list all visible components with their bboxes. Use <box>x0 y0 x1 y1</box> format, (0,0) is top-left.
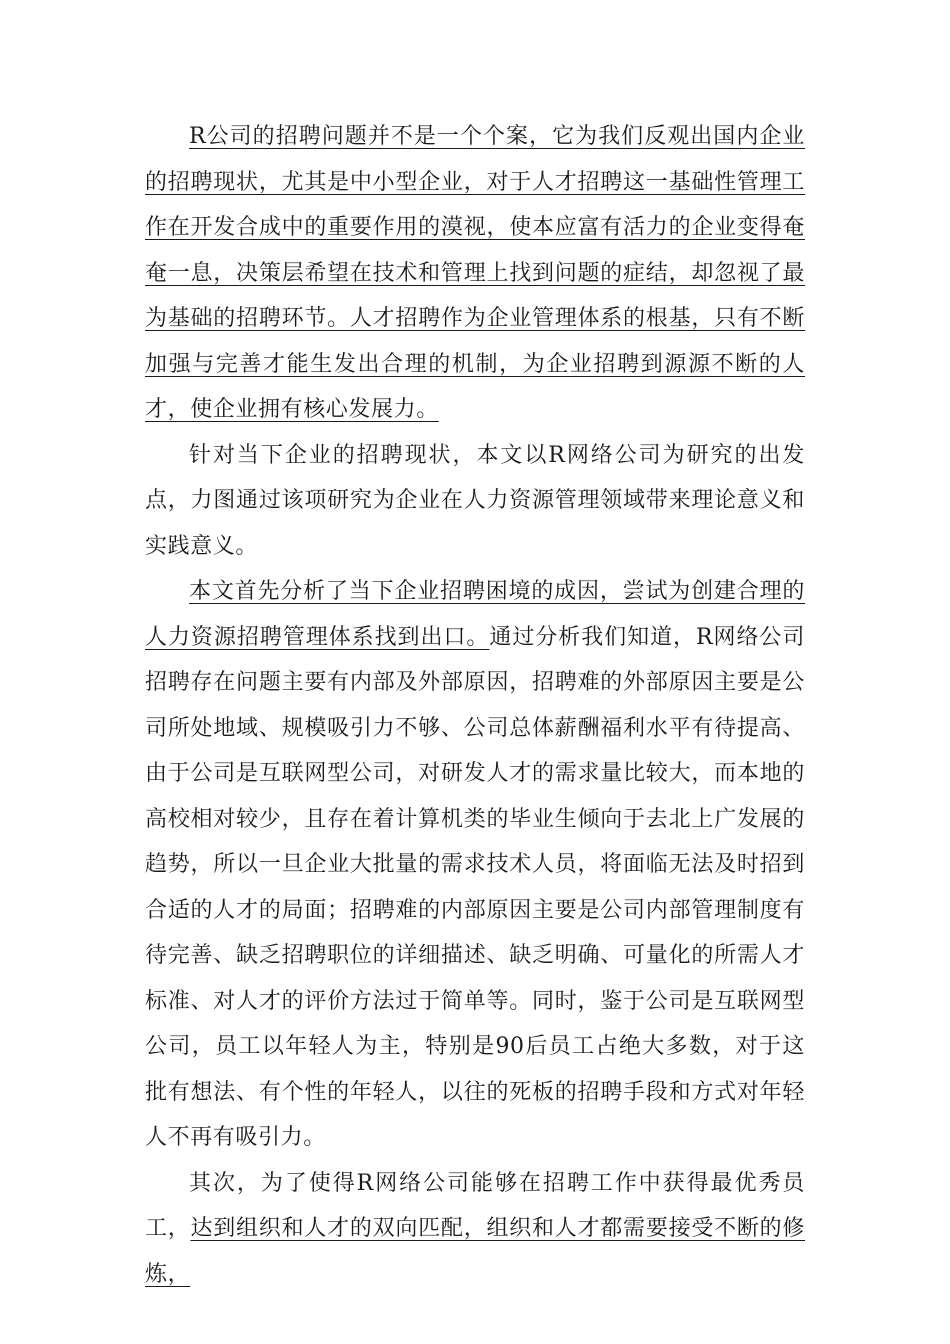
paragraph-2 <box>145 433 805 570</box>
paragraph-1 <box>145 114 805 433</box>
paragraph-3 <box>145 569 805 1161</box>
underlined-text: R公司的招聘问题并不是一个个案，它为我们反观出国内企业的招聘现状，尤其是中小型企业，对于人才招聘这一基础性管理工作在开发合成中的重要作用的漠视，使本应富有活力的企业变得奄奄一息，决策层希望在技术和管理上找到问题的症结，却忽视了最为基础的招聘环节。人才招聘作为企业管理体系的根基，只有不断加强与完善才能生发出合理的机制，为企业招聘到源源不断的人才，使企业拥有核心发展力。 <box>145 124 805 422</box>
plain-text: 其次，为了使得R网络公司能够在招聘工作中获得最优秀员工， <box>145 1170 805 1241</box>
plain-text: 针对当下企业的招聘现状，本文以R网络公司为研究的出发点，力图通过该项研究为企业在人力资源管理领域带来理论意义和实践意义。 <box>145 442 805 559</box>
paragraph-4 <box>145 1161 805 1298</box>
underlined-text: 本文首先分析了当下企业招聘困境的成因，尝试为创建合理的人力资源招聘管理体系找到出口。 <box>145 579 805 650</box>
underlined-text: 达到组织和人才的双向匹配，组织和人才都需要接受不断的修炼， <box>145 1216 805 1287</box>
plain-text: 通过分析我们知道，R网络公司招聘存在问题主要有内部及外部原因，招聘难的外部原因主要是公司所处地域、规模吸引力不够、公司总体薪酬福利水平有待提高、由于公司是互联网型公司，对研发人才的需求量比较大，而本地的高校相对较少，且存在着计算机类的毕业生倾向于去北上广发展的趋势，所以一旦企业大批量的需求技术人员，将面临无法及时招到合适的人才的局面；招聘难的内部原因主要是公司内部管理制度有待完善、缺乏招聘职位的详细描述、缺乏明确、可量化的所需人才标准、对人才的评价方法过于简单等。同时，鉴于公司是互联网型公司，员工以年轻人为主，特别是90后员工占绝大多数，对于这批有想法、有个性的年轻人，以往的死板的招聘手段和方式对年轻人不再有吸引力。 <box>145 624 805 1150</box>
document-body <box>145 114 805 1297</box>
